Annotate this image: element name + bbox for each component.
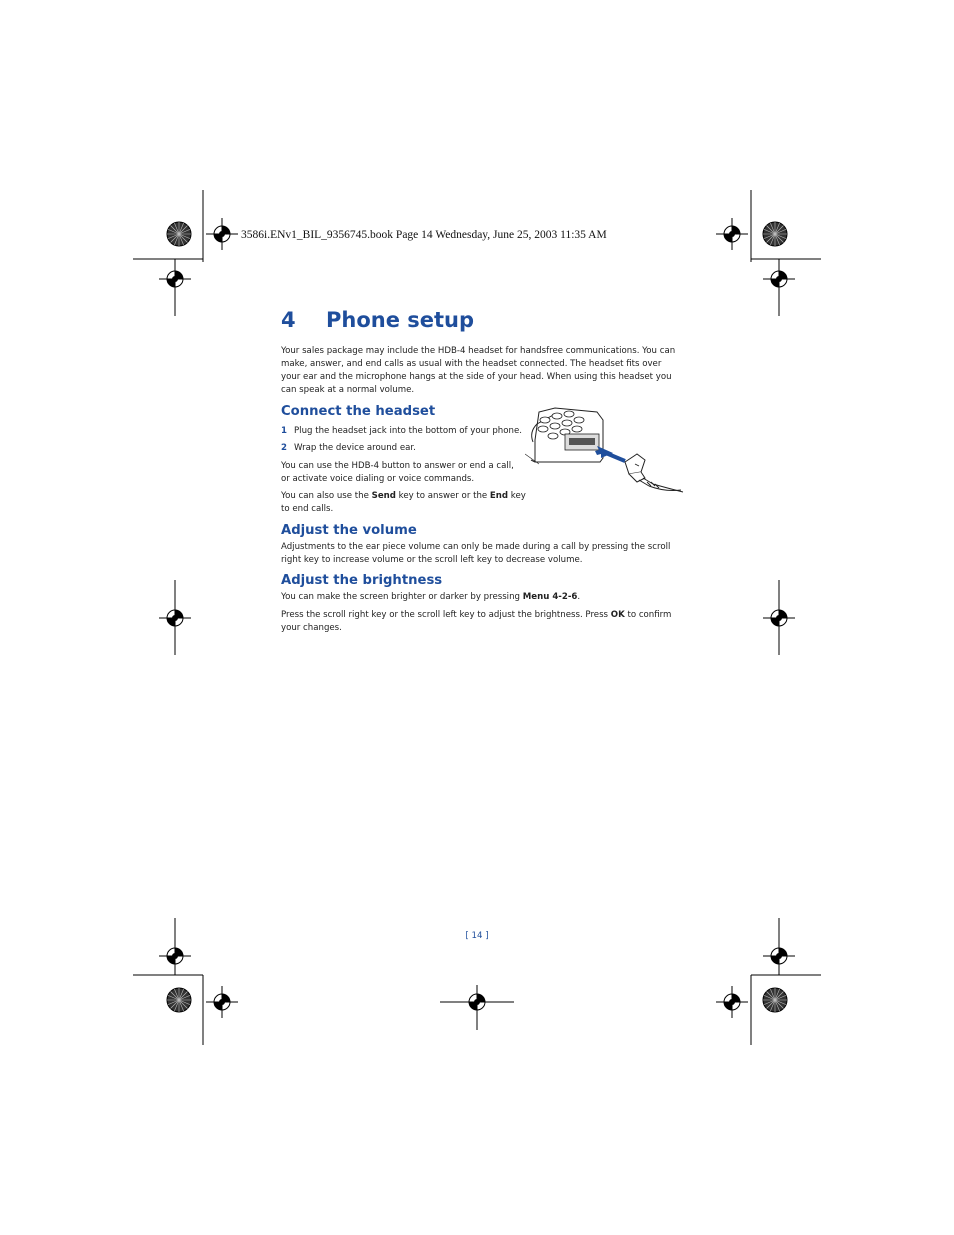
volume-heading: Adjust the volume [281,523,417,538]
print-header: 3586i.ENv1_BIL_9356745.book Page 14 Wednesday, June 25, 2003 11:35 AM [241,229,607,241]
step-number: 2 [281,443,287,453]
headset-connection-illustration [525,402,685,494]
page-number: [ 14 ] [465,931,489,941]
text-run: key to answer or the [395,491,490,501]
brightness-paragraph-2 [281,609,681,635]
brightness-paragraph-1 [281,591,681,604]
step-2 [281,442,531,455]
text-run: You can make the screen brighter or darker by pressing [281,592,523,602]
send-end-paragraph [281,490,526,516]
brightness-heading: Adjust the brightness [281,573,443,588]
intro-paragraph: Your sales package may include the HDB-4 headset for handsfree communications. You can make, answer, and end calls as usual with the headset connected. The headset fits over your ear and the microphone hangs at the side of your head. When using this headset you can speak at a normal volume. [281,346,676,395]
ok-key-label: OK [610,610,625,620]
end-key-label: End [489,491,509,501]
menu-shortcut-label: Menu 4-2-6 [522,592,578,602]
step-text: Plug the headset jack into the bottom of your phone. [294,426,522,436]
chapter-title-text: Phone setup [326,308,475,332]
send-key-label: Send [371,491,396,501]
text-run: . [577,592,581,602]
chapter-number: 4 [281,308,296,332]
step-1 [281,425,531,438]
text-run: key to end calls. [281,491,526,514]
text-run: to confirm your changes. [281,610,672,633]
text-run: You can also use the [281,491,372,501]
text-run: Press the scroll right key or the scroll left key to adjust the brightness. Press [281,610,611,620]
volume-paragraph: Adjustments to the ear piece volume can only be made during a call by pressing the scroll right key to increase volume or the scroll left key to decrease volume. [281,542,671,565]
chapter-title [281,308,474,332]
step-number: 1 [281,426,287,436]
headset-button-paragraph: You can use the HDB-4 button to answer or end a call, or activate voice dialing or voice commands. [281,461,514,484]
connect-heading: Connect the headset [281,404,436,419]
step-text: Wrap the device around ear. [294,443,416,453]
